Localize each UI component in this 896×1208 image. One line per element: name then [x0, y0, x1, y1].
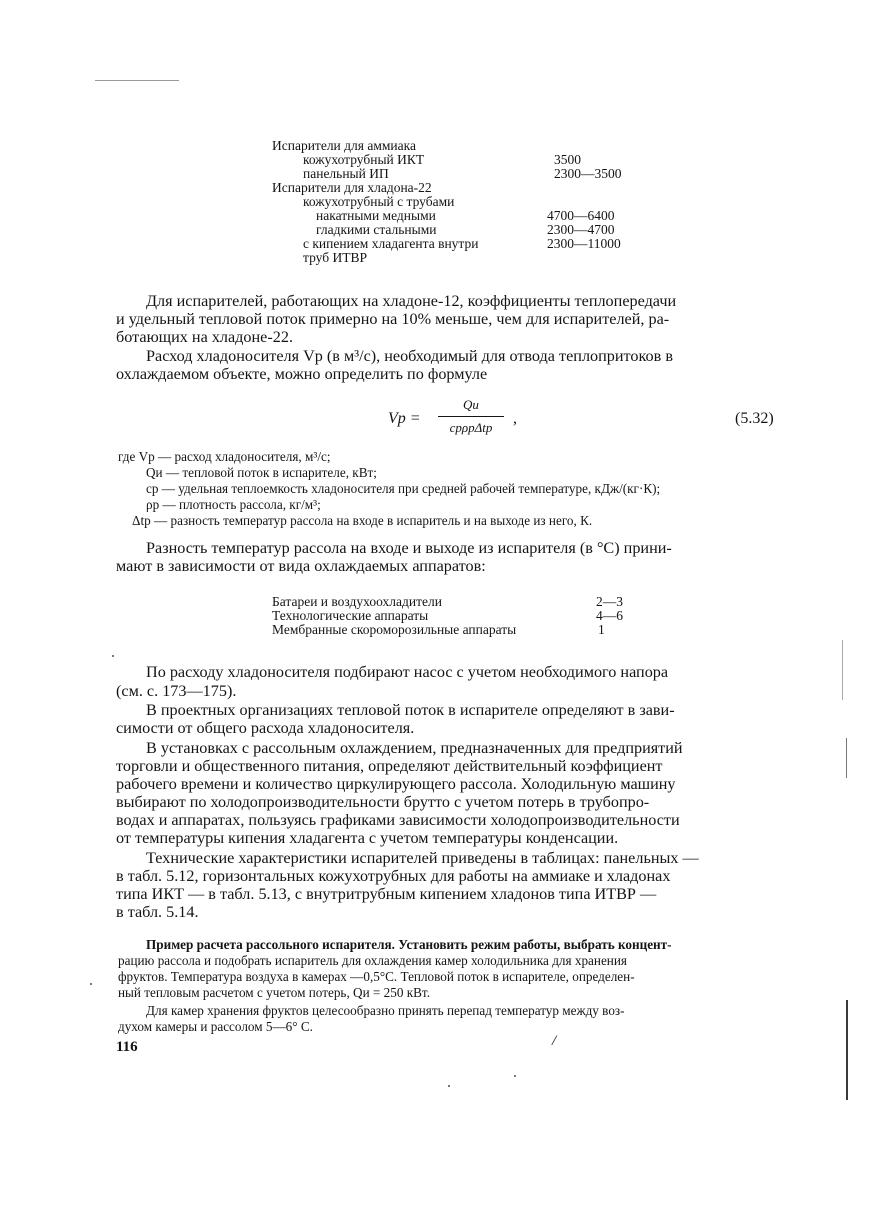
- text-line: (см. с. 173—175).: [116, 682, 237, 700]
- text-line: в табл. 5.12, горизонтальных кожухотрубных для работы на аммиаке и хладонах: [116, 867, 671, 885]
- scan-speck: [112, 655, 114, 657]
- text-line: от температуры кипения хладагента с учетом температуры конденсации.: [116, 829, 619, 847]
- scan-edge-line: [846, 1000, 848, 1100]
- text-line: Расход хладоносителя Vр (в м³/с), необходимый для отвода теплопритоков в: [146, 347, 673, 365]
- text-line: рабочего времени и количество циркулирующего рассола. Холодильную машину: [116, 775, 676, 793]
- table-row-label: труб ИТВР: [303, 250, 367, 265]
- table-row-label: накатными медными: [316, 208, 436, 223]
- table-row-value: 3500: [554, 152, 581, 167]
- table-row-label: панельный ИП: [303, 166, 389, 181]
- scan-speck: [514, 1075, 516, 1077]
- definition-line: cр — удельная теплоемкость хладоносителя при средней рабочей температуре, кДж/(кг·К);: [146, 481, 661, 496]
- table-row-label: кожухотрубный ИКТ: [303, 152, 425, 167]
- table-row-label: Испарители для аммиака: [272, 138, 416, 153]
- text-line: и удельный тепловой поток примерно на 10% меньше, чем для испарителей, ра-: [116, 310, 670, 328]
- scan-edge-line: [846, 738, 847, 778]
- table-row-value: 1: [598, 622, 605, 637]
- definition-line: Δtр — разность температур рассола на входе в испаритель и на выходе из него, К.: [132, 513, 593, 528]
- formula-tail: ,: [513, 410, 517, 427]
- table-row-label: Испарители для хладона-22: [272, 180, 432, 195]
- formula-lhs: Vр =: [388, 410, 421, 427]
- text-line: водах и аппаратах, пользуясь графиками зависимости холодопроизводительности: [116, 811, 680, 829]
- definition-line: ρр — плотность рассола, кг/м³;: [146, 497, 321, 512]
- table-row-value: 2300—3500: [554, 166, 622, 181]
- text-line: мают в зависимости от вида охлаждаемых аппаратов:: [116, 557, 486, 575]
- table-row-label: с кипением хладагента внутри: [303, 236, 479, 251]
- table-row-value: 2300—4700: [547, 222, 615, 237]
- text-line: охлаждаемом объекте, можно определить по формуле: [116, 365, 488, 383]
- table-row-label: гладкими стальными: [316, 222, 437, 237]
- scan-edge-line: [842, 640, 843, 700]
- example-line: духом камеры и рассолом 5—6° С.: [118, 1019, 313, 1034]
- example-line: Пример расчета рассольного испарителя. Установить режим работы, выбрать концент-: [146, 937, 672, 952]
- definition-line: Qи — тепловой поток в испарителе, кВт;: [146, 465, 377, 480]
- table-row-label: Мембранные скороморозильные аппараты: [272, 622, 517, 637]
- example-line: Для камер хранения фруктов целесообразно принять перепад температур между воз-: [146, 1003, 625, 1018]
- formula-numerator: Qи: [463, 397, 479, 412]
- text-line: В проектных организациях тепловой поток в испарителе определяют в зави-: [146, 701, 675, 719]
- fraction-bar: [438, 416, 504, 417]
- example-line: фруктов. Температура воздуха в камерах —0,5°С. Тепловой поток в испарителе, определен-: [118, 969, 635, 984]
- table-row-value: 2300—11000: [547, 236, 621, 251]
- table-row-value: 4—6: [596, 608, 623, 623]
- stray-slash: /: [552, 1033, 557, 1049]
- text-line: типа ИКТ — в табл. 5.13, с внутритрубным кипением хладонов типа ИТВР —: [116, 885, 657, 903]
- table-row-label: Технологические аппараты: [272, 608, 429, 623]
- text-line: В установках с рассольным охлаждением, предназначенных для предприятий: [146, 739, 683, 757]
- table-row-label: кожухотрубный с трубами: [303, 194, 455, 209]
- text-line: в табл. 5.14.: [116, 903, 199, 921]
- text-line: ботающих на хладоне-22.: [116, 328, 293, 346]
- scan-speck: [448, 1085, 450, 1087]
- text-line: Для испарителей, работающих на хладоне-12, коэффициенты теплопередачи: [146, 292, 677, 310]
- table-row-value: 4700—6400: [547, 208, 615, 223]
- text-line: торговли и общественного питания, определяют действительный коэффициент: [116, 757, 663, 775]
- page-number: 116: [116, 1039, 138, 1055]
- example-line: ный тепловым расчетом с учетом потерь, Qи = 250 кВт.: [118, 985, 431, 1000]
- text-line: выбирают по холодопроизводительности брутто с учетом потерь в трубопро-: [116, 793, 650, 811]
- text-line: По расходу хладоносителя подбирают насос с учетом необходимого напора: [146, 663, 669, 681]
- scan-speck: [90, 983, 92, 985]
- example-line: рацию рассола и подобрать испаритель для охлаждения камер холодильника для хранения: [118, 953, 627, 968]
- definition-line: где Vр — расход хладоносителя, м³/с;: [118, 449, 331, 464]
- table-row-value: 2—3: [596, 594, 623, 609]
- scan-mark-top: [95, 80, 179, 81]
- formula-number: (5.32): [735, 410, 774, 427]
- text-line: симости от общего расхода хладоносителя.: [116, 719, 415, 737]
- text-line: Разность температур рассола на входе и выходе из испарителя (в °С) прини-: [146, 539, 672, 557]
- formula-denominator: cрρрΔtр: [449, 420, 493, 435]
- text-line: Технические характеристики испарителей приведены в таблицах: панельных —: [146, 849, 699, 867]
- table-row-label: Батареи и воздухоохладители: [272, 594, 442, 609]
